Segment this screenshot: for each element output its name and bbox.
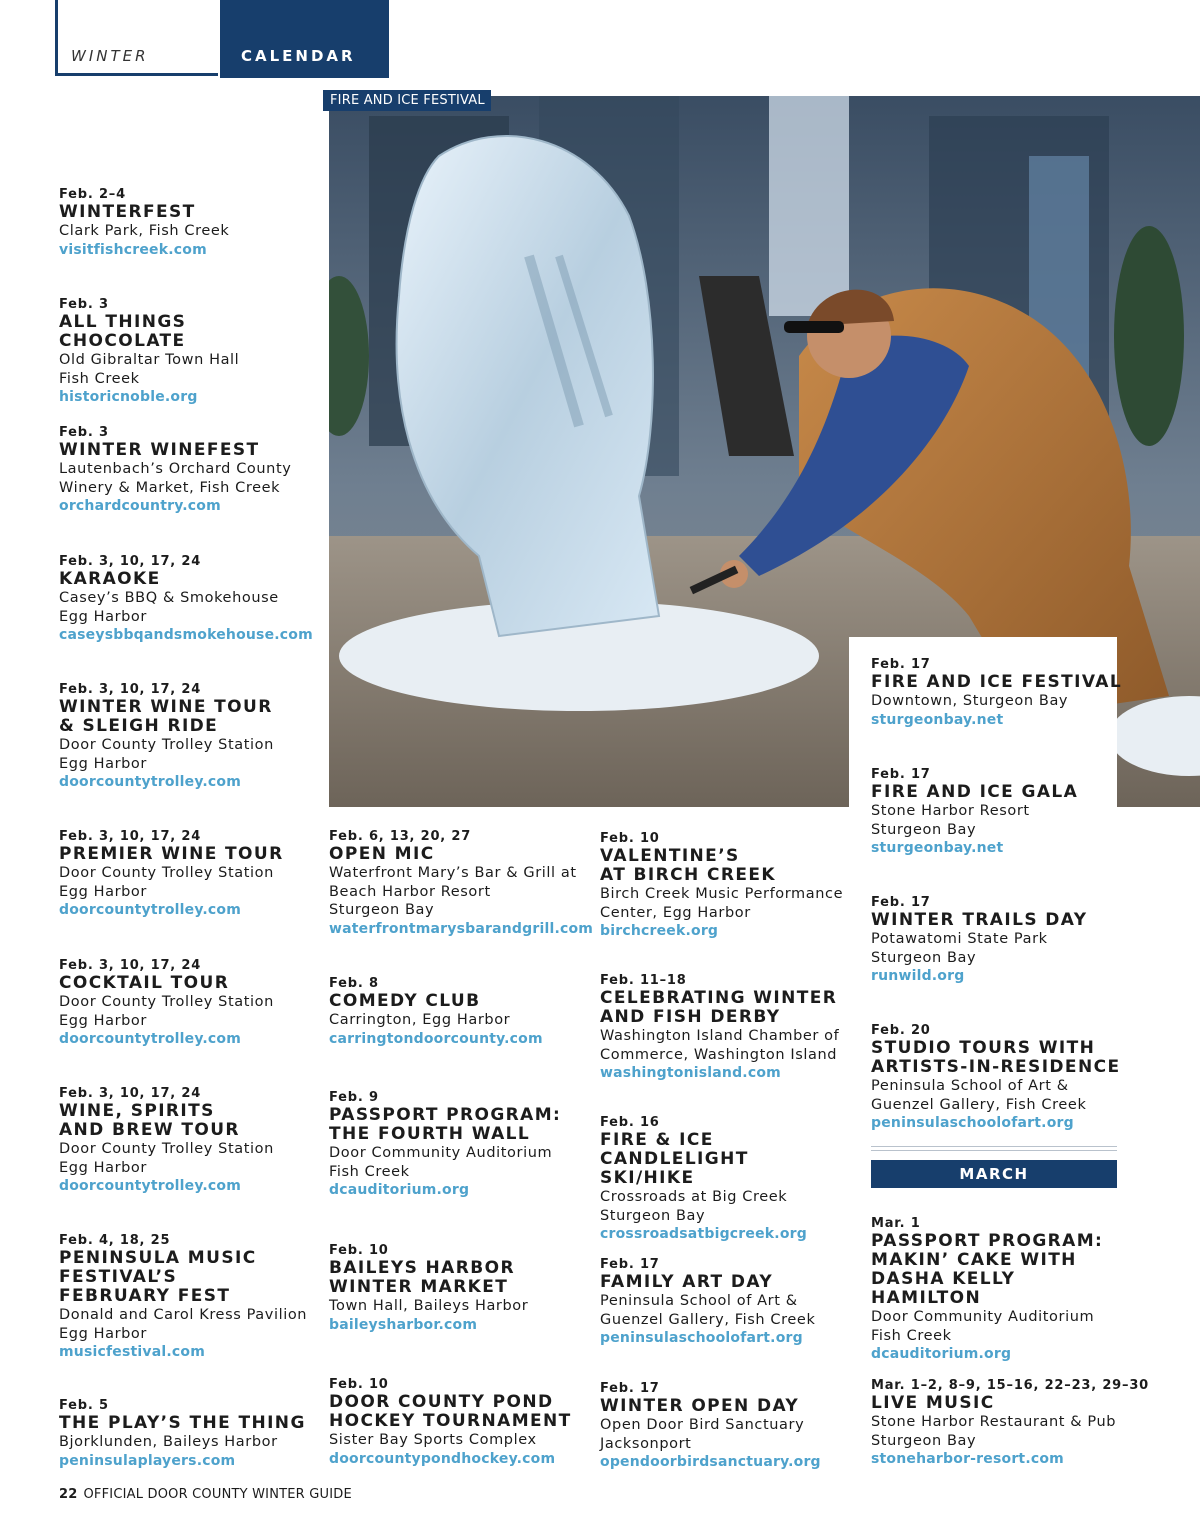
event-link[interactable]: sturgeonbay.net [871,711,1004,728]
event-date: Feb. 3, 10, 17, 24 [59,829,202,844]
event-title: FIRE AND ICE FESTIVAL [871,672,1123,692]
event-venue: Waterfront Mary’s Bar & Grill at Beach Harbor Resort Sturgeon Bay [329,865,577,918]
event-title: THE PLAY’S THE THING [59,1413,306,1433]
event-title: OPEN MIC [329,844,435,864]
event-title: COCKTAIL TOUR [59,973,230,993]
event-venue: Donald and Carol Kress Pavilion Egg Harbor [59,1307,308,1342]
event-link[interactable]: orchardcountry.com [59,498,221,514]
event-venue: Door County Trolley Station Egg Harbor [59,1141,274,1176]
event-title: PASSPORT PROGRAM: THE FOURTH WALL [329,1105,562,1144]
event-venue: Birch Creek Music Performance Center, Egg Harbor [600,886,844,921]
event-date: Feb. 3, 10, 17, 24 [59,554,202,569]
event-winter-trails-day [871,895,1126,985]
event-date: Feb. 10 [600,831,660,846]
event-venue: Door County Trolley Station Egg Harbor [59,737,274,772]
event-link[interactable]: sturgeonbay.net [871,840,1004,856]
event-venue: Door Community Auditorium Fish Creek [329,1145,553,1180]
event-title: WINTER WINEFEST [59,440,260,460]
event-cocktail-tour [59,958,314,1048]
event-premier-wine-tour [59,829,314,919]
event-link[interactable]: caseysbbqandsmokehouse.com [59,627,313,643]
event-date: Feb. 3, 10, 17, 24 [59,682,202,697]
event-venue: Door County Trolley Station Egg Harbor [59,994,274,1029]
event-venue: Town Hall, Baileys Harbor [329,1298,529,1314]
event-date: Feb. 5 [59,1398,109,1413]
event-date: Feb. 3 [59,297,109,312]
event-date: Feb. 10 [329,1243,389,1258]
section-header [55,0,389,78]
event-title: WINE, SPIRITS AND BREW TOUR [59,1101,240,1140]
header-season-label: WINTER [71,47,149,65]
event-date: Feb. 3, 10, 17, 24 [59,1086,202,1101]
event-title: DOOR COUNTY POND HOCKEY TOURNAMENT [329,1392,572,1431]
event-link[interactable]: baileysharbor.com [329,1316,478,1333]
event-venue: Stone Harbor Resort Sturgeon Bay [871,803,1030,838]
event-venue: Crossroads at Big Creek Sturgeon Bay [600,1189,788,1224]
event-title: WINTER WINE TOUR & SLEIGH RIDE [59,697,273,736]
event-venue: Carrington, Egg Harbor [329,1012,511,1028]
event-link[interactable]: doorcountytrolley.com [59,902,242,918]
event-date: Feb. 17 [871,895,931,910]
event-title: FIRE AND ICE GALA [871,782,1079,802]
event-date: Feb. 2–4 [59,187,126,202]
event-title: PREMIER WINE TOUR [59,844,284,864]
event-link[interactable]: historicnoble.org [59,389,198,405]
header-section-label: CALENDAR [241,47,356,65]
event-open-mic [329,829,594,938]
event-live-music [871,1378,1171,1468]
divider-rule [871,1150,1117,1151]
event-venue: Peninsula School of Art & Guenzel Gallery, Fish Creek [871,1078,1087,1113]
page-footer [59,1487,352,1502]
event-date: Feb. 6, 13, 20, 27 [329,829,472,844]
event-title: FIRE & ICE CANDLELIGHT SKI/HIKE [600,1130,749,1188]
event-date: Feb. 11–18 [600,973,687,988]
event-makin-cake [871,1216,1131,1363]
event-link[interactable]: doorcountytrolley.com [59,774,242,790]
event-link[interactable]: visitfishcreek.com [59,241,207,258]
event-venue: Sister Bay Sports Complex [329,1432,537,1448]
event-venue: Stone Harbor Restaurant & Pub Sturgeon Bay [871,1414,1117,1449]
event-family-art-day [600,1257,855,1347]
event-link[interactable]: doorcountypondhockey.com [329,1450,556,1467]
event-link[interactable]: dcauditorium.org [329,1182,470,1198]
page-number: 22 [59,1487,78,1502]
event-title: VALENTINE’S AT BIRCH CREEK [600,846,776,885]
event-link[interactable]: musicfestival.com [59,1344,205,1360]
publication-title: OFFICIAL DOOR COUNTY WINTER GUIDE [83,1487,352,1502]
event-date: Feb. 20 [871,1023,931,1038]
event-link[interactable]: crossroadsatbigcreek.org [600,1226,807,1242]
event-link[interactable]: peninsulaschoolofart.org [600,1330,803,1346]
event-winter-open-day [600,1381,855,1471]
event-date: Feb. 16 [600,1115,660,1130]
event-title: BAILEYS HARBOR WINTER MARKET [329,1258,515,1297]
event-date: Mar. 1–2, 8–9, 15–16, 22–23, 29–30 [871,1378,1150,1393]
event-title: KARAOKE [59,569,161,589]
event-title: LIVE MUSIC [871,1393,995,1413]
event-passport-fourth-wall [329,1090,584,1199]
event-title: FAMILY ART DAY [600,1272,774,1292]
event-date: Feb. 17 [871,657,931,672]
event-date: Feb. 8 [329,976,379,991]
event-studio-tours [871,1023,1131,1132]
event-link[interactable]: runwild.org [871,968,965,984]
event-venue: Downtown, Sturgeon Bay [871,693,1069,709]
event-date: Feb. 3, 10, 17, 24 [59,958,202,973]
event-pond-hockey [329,1377,589,1468]
event-date: Feb. 10 [329,1377,389,1392]
event-february-fest [59,1233,319,1361]
event-link[interactable]: washingtonisland.com [600,1065,781,1081]
event-venue: Open Door Bird Sanctuary Jacksonport [600,1417,805,1452]
event-title: COMEDY CLUB [329,991,481,1011]
event-date: Feb. 17 [871,767,931,782]
event-venue: Lautenbach’s Orchard County Winery & Market, Fish Creek [59,461,292,496]
header-section-tab [220,0,389,78]
event-karaoke [59,554,314,644]
event-fire-ice-festival [871,657,1126,729]
event-baileys-winter-market [329,1243,584,1334]
event-date: Feb. 9 [329,1090,379,1105]
event-date: Feb. 17 [600,1257,660,1272]
event-date: Feb. 4, 18, 25 [59,1233,171,1248]
event-link[interactable]: peninsulaschoolofart.org [871,1115,1074,1131]
event-link[interactable]: carringtondoorcounty.com [329,1030,543,1047]
event-venue: Door County Trolley Station Egg Harbor [59,865,274,900]
march-section-heading: MARCH [871,1160,1117,1188]
event-title: WINTER OPEN DAY [600,1396,800,1416]
event-comedy-club [329,976,584,1048]
event-link[interactable]: opendoorbirdsanctuary.org [600,1454,821,1470]
event-title: ALL THINGS CHOCOLATE [59,312,187,351]
event-valentines-birch-creek [600,831,855,940]
event-date: Feb. 17 [600,1381,660,1396]
divider-rule [871,1146,1117,1147]
event-date: Feb. 3 [59,425,109,440]
event-title: PENINSULA MUSIC FESTIVAL’S FEBRUARY FEST [59,1248,257,1306]
header-season-tab [55,0,218,76]
event-venue: Peninsula School of Art & Guenzel Gallery, Fish Creek [600,1293,816,1328]
event-link[interactable]: peninsulaplayers.com [59,1452,236,1469]
event-winter-wine-tour [59,682,314,791]
event-title: PASSPORT PROGRAM: MAKIN’ CAKE WITH DASHA KELLY HAMILTON [871,1231,1104,1308]
event-venue: Bjorklunden, Baileys Harbor [59,1434,278,1450]
event-date: Mar. 1 [871,1216,921,1231]
event-title: CELEBRATING WINTER AND FISH DERBY [600,988,838,1027]
event-venue: Door Community Auditorium Fish Creek [871,1309,1095,1344]
event-link[interactable]: stoneharbor-resort.com [871,1451,1064,1467]
event-venue: Washington Island Chamber of Commerce, Washington Island [600,1028,840,1063]
event-candlelight-ski-hike [600,1115,860,1243]
event-celebrating-winter [600,973,855,1082]
event-all-things-chocolate [59,297,314,406]
event-venue: Casey’s BBQ & Smokehouse Egg Harbor [59,590,279,625]
event-venue: Old Gibraltar Town Hall Fish Creek [59,352,240,387]
event-title: STUDIO TOURS WITH ARTISTS-IN-RESIDENCE [871,1038,1121,1077]
event-title: WINTERFEST [59,202,196,222]
event-wine-spirits-brew-tour [59,1086,314,1195]
event-link[interactable]: doorcountytrolley.com [59,1031,242,1047]
event-title: WINTER TRAILS DAY [871,910,1088,930]
photo-caption-label: FIRE AND ICE FESTIVAL [323,90,491,111]
event-link[interactable]: dcauditorium.org [871,1346,1012,1362]
event-plays-the-thing [59,1398,314,1470]
event-winter-winefest [59,425,314,515]
event-link[interactable]: birchcreek.org [600,923,719,939]
event-link[interactable]: doorcountytrolley.com [59,1178,242,1194]
event-venue: Clark Park, Fish Creek [59,223,230,239]
event-fire-ice-gala [871,767,1126,857]
event-winterfest [59,187,314,259]
event-venue: Potawatomi State Park Sturgeon Bay [871,931,1048,966]
event-link[interactable]: waterfrontmarysbarandgrill.com [329,920,594,937]
